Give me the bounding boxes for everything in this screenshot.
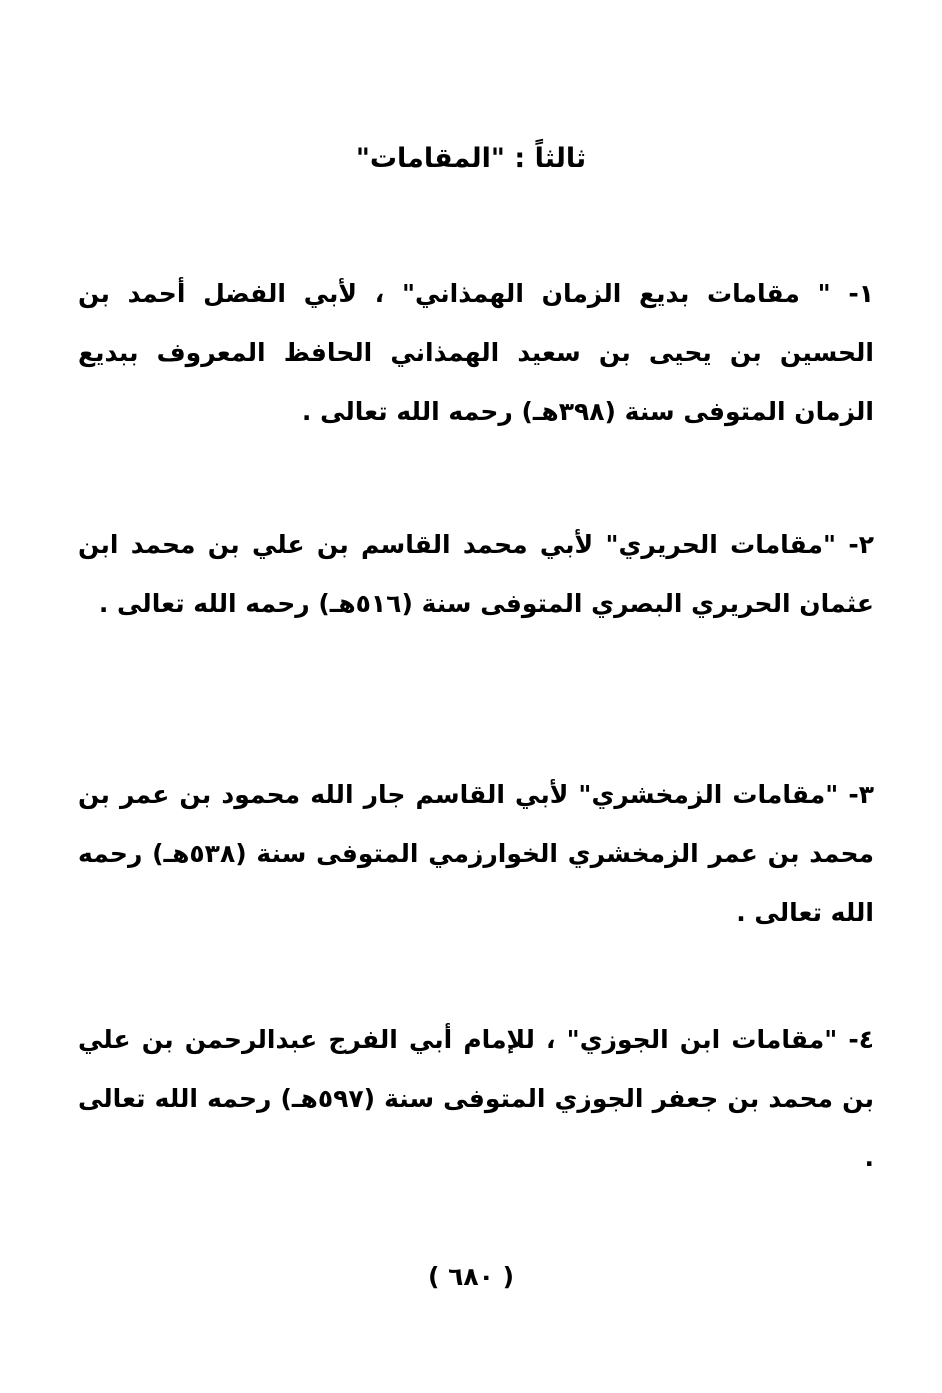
entry-ibn-al-jawzi: ٤- "مقامات ابن الجوزي" ، للإمام أبي الفرج عبدالرحمن بن علي بن محمد بن جعفر الجوزي المتوفى سنة (٥٩٧هـ) رحمه الله تعالى .	[78, 1025, 874, 1172]
entry-hariri: ٢- "مقامات الحريري" لأبي محمد القاسم بن علي بن محمد ابن عثمان الحريري البصري المتوفى سنة (٥١٦هـ) رحمه الله تعالى .	[78, 530, 874, 618]
entry-badi-al-zaman: ١- " مقامات بديع الزمان الهمذاني" ، لأبي الفضل أحمد بن الحسين بن يحيى بن سعيد الهمذاني الحافظ المعروف ببديع الزمان المتوفى سنة (٣٩٨هـ) رحمه الله تعالى .	[78, 279, 874, 426]
entry-zamakhshari: ٣- "مقامات الزمخشري" لأبي القاسم جار الله محمود بن عمر بن محمد بن عمر الزمخشري الخوارزمي المتوفى سنة (٥٣٨هـ) رحمه الله تعالى .	[78, 780, 874, 927]
section-title: ثالثاً : "المقامات"	[355, 143, 587, 174]
page-number: ( ٦٨٠ )	[427, 1262, 515, 1291]
